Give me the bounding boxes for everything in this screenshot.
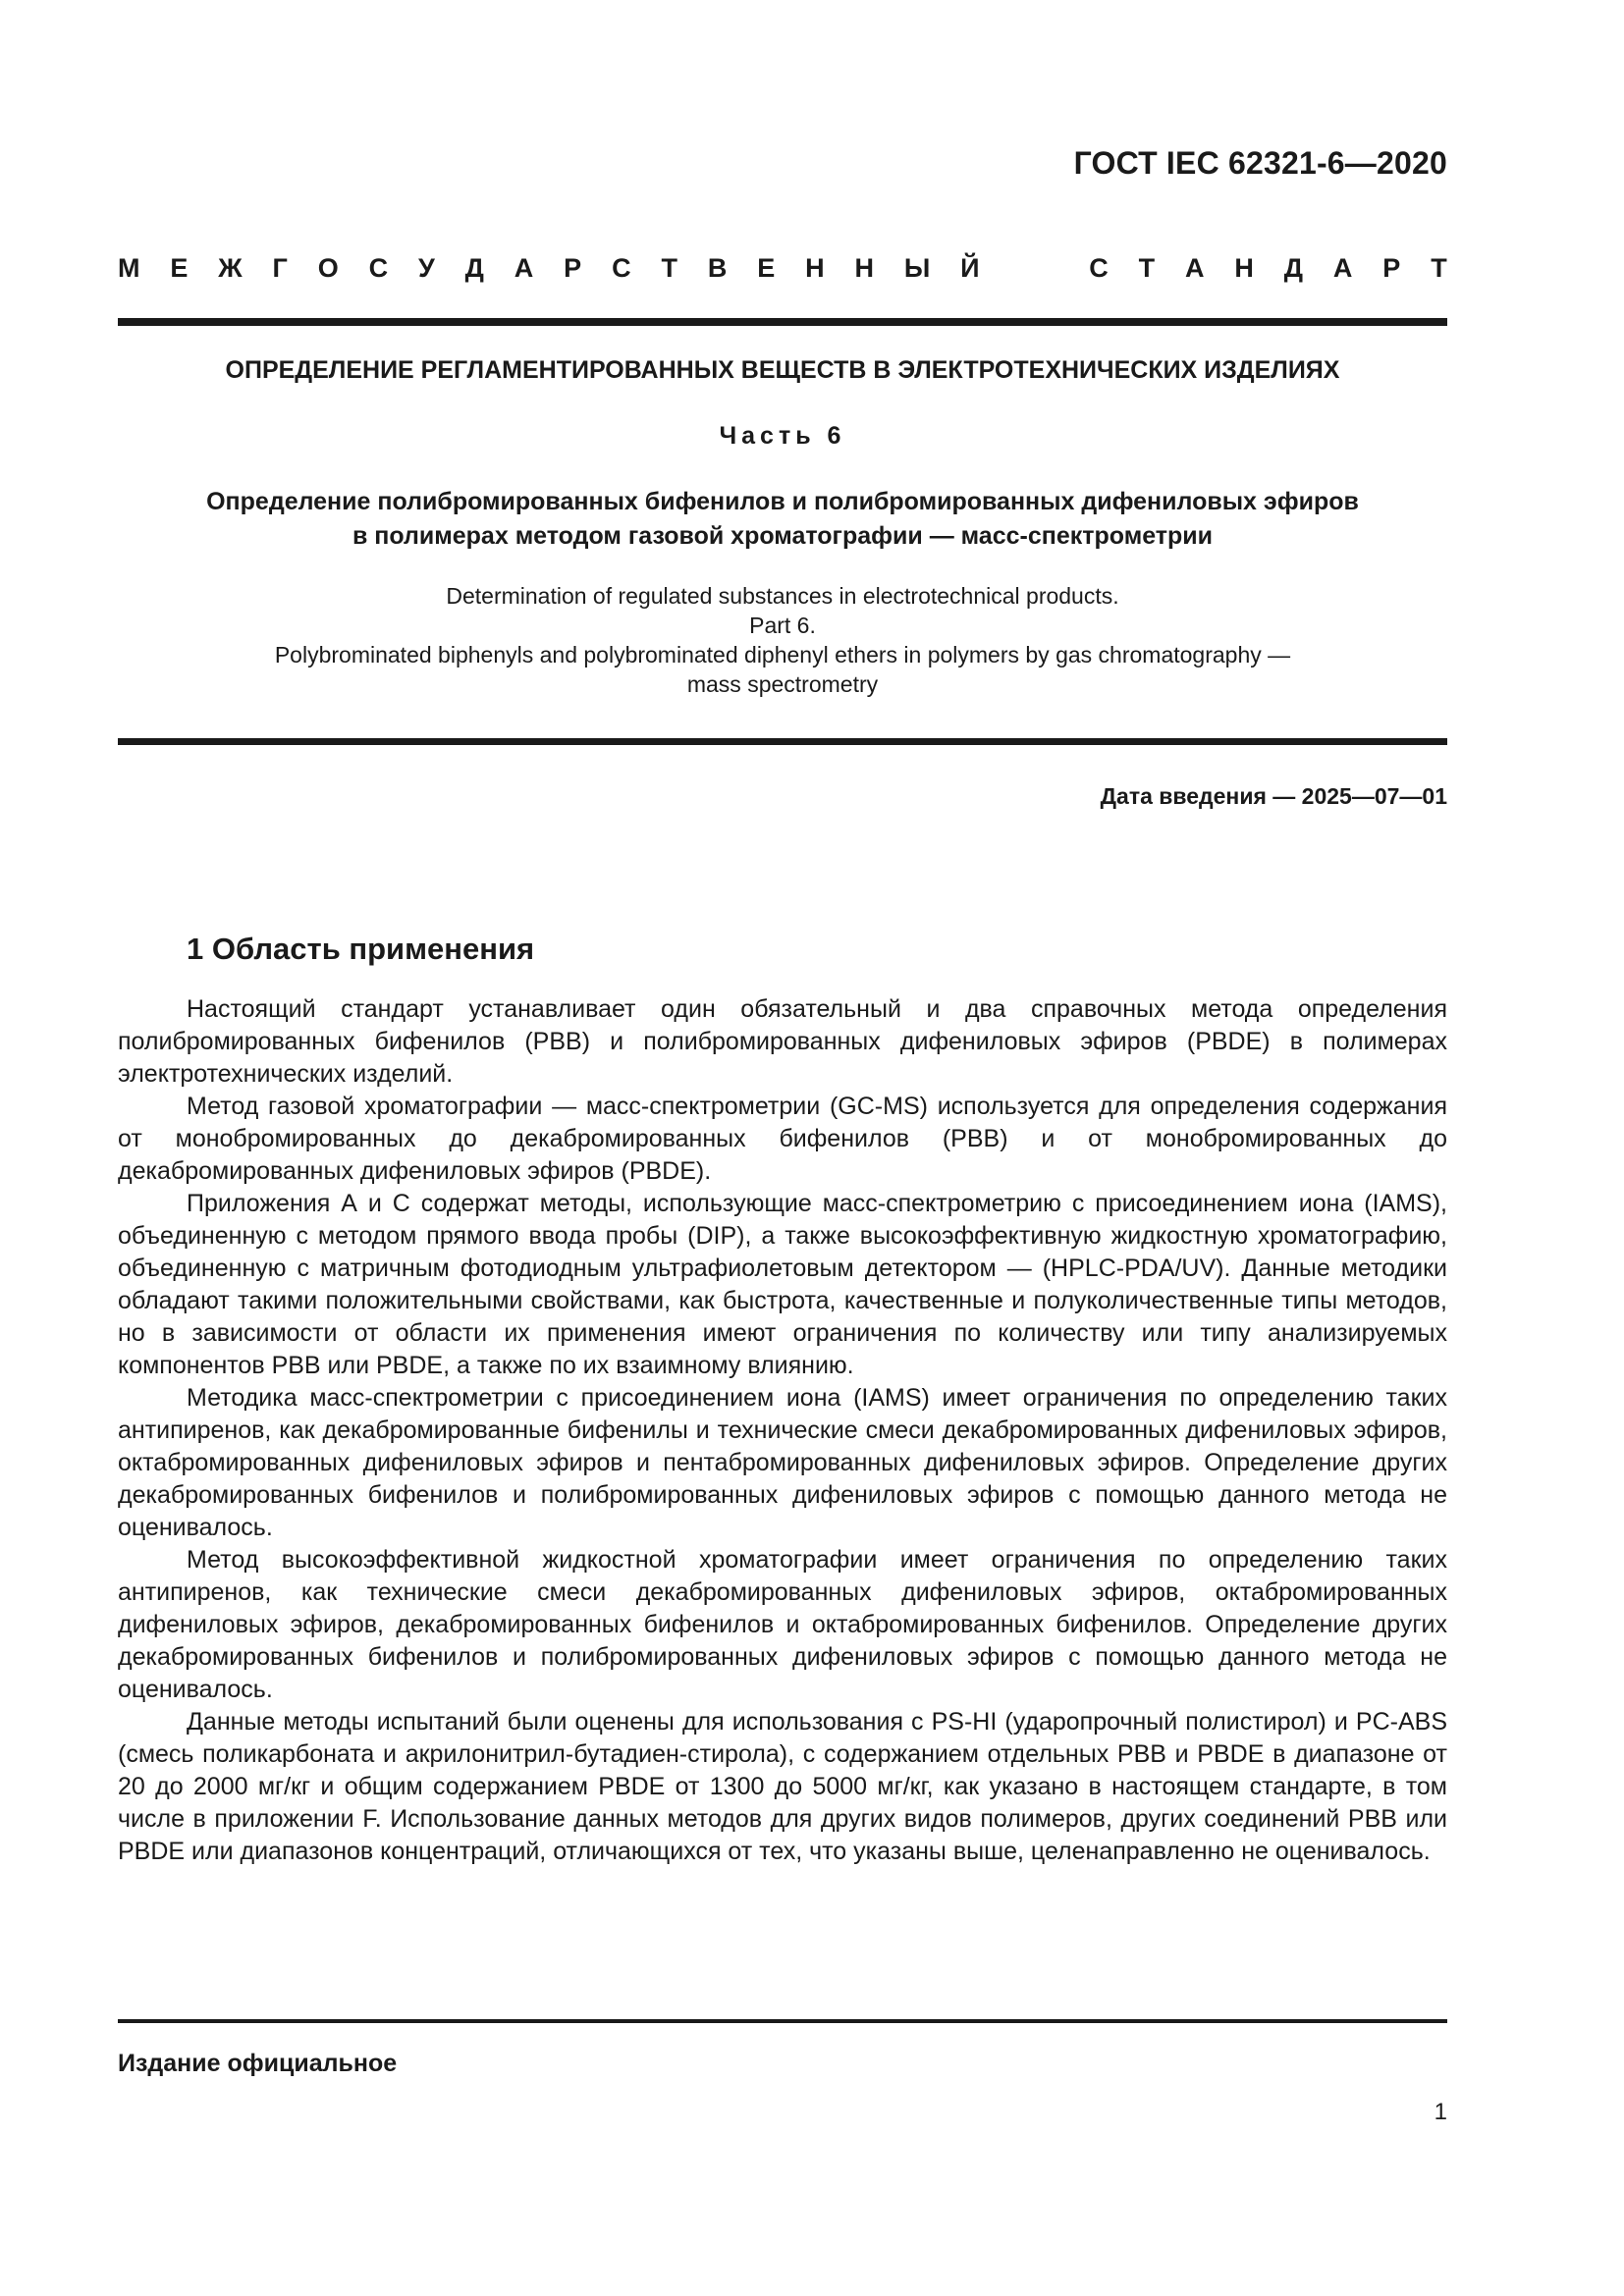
- section-body: [118, 993, 1447, 1868]
- letter: Ж: [218, 253, 243, 283]
- footer-divider: [118, 2019, 1447, 2023]
- title-divider: [118, 738, 1447, 745]
- english-title: [118, 581, 1447, 699]
- paragraph: Приложения А и С содержат методы, использующие масс-спектрометрию с присоединением иона (IAMS), объединенную с методом прямого ввода пробы (DIP), а также высокоэффективную жидкостную хроматографию, объединенную с матричным фотодиодным ультрафиолетовым детектором — (HPLC-PDA/UV). Данные методики обладают такими положительными свойствами, как быстрота, качественные и полуколичественные типы методов, но в зависимости от области их применения имеют ограничения по количеству или типу анализируемых компонентов PBB или PBDE, а также по их взаимному влиянию.: [118, 1190, 1447, 1379]
- letter: С: [612, 253, 631, 283]
- section-heading: 1 Область применения: [187, 932, 535, 966]
- letter: С: [1089, 253, 1109, 283]
- paragraph: Настоящий стандарт устанавливает один обязательный и два справочных метода определения полибромированных бифенилов (PBB) и полибромированных дифениловых эфиров (PBDE) в полимерах электротехнических изделий.: [118, 995, 1447, 1088]
- letter: Т: [1431, 253, 1447, 283]
- letter: Н: [854, 253, 874, 283]
- letter: Й: [960, 253, 980, 283]
- official-edition-label: Издание официальное: [118, 2050, 398, 2077]
- main-title: ОПРЕДЕЛЕНИЕ РЕГЛАМЕНТИРОВАННЫХ ВЕЩЕСТВ В ЭЛЕКТРОТЕХНИЧЕСКИХ ИЗДЕЛИЯХ: [225, 356, 1340, 384]
- letter: М: [118, 253, 140, 283]
- letter: Е: [170, 253, 189, 283]
- paragraph: Метод высокоэффективной жидкостной хроматографии имеет ограничения по определению таких антипиренов, как технические смеси декабромированных дифениловых эфиров, октабромированных дифениловых эфиров, декабромированных бифенилов и октабромированных бифенилов. Определение других декабромированных бифенилов и полибромированных дифениловых эфиров с помощью данного метода не оценивалось.: [118, 1546, 1447, 1703]
- letter: Д: [464, 253, 484, 283]
- english-title-line: Polybrominated biphenyls and polybrominated diphenyl ethers in polymers by gas chromatography —: [274, 642, 1291, 667]
- letter: Ы: [903, 253, 931, 283]
- subtitle: [118, 485, 1447, 554]
- paragraph: Данные методы испытаний были оценены для использования с PS-HI (ударопрочный полистирол) и PC-ABS (смесь поликарбоната и акрилонитрил-бутадиен-стирола), с содержанием отдельных PBB и PBDE в диапазоне от 20 до 2000 мг/кг и общим содержанием PBDE от 1300 до 5000 мг/кг, как указано в настоящем стандарте, в том числе в приложении F. Использование данных методов для других видов полимеров, других соединений PBB или PBDE или диапазонов концентраций, отличающихся от тех, что указаны выше, целенаправленно не оценивалось.: [118, 1708, 1447, 1865]
- letter: А: [514, 253, 534, 283]
- letter: Е: [757, 253, 776, 283]
- letter: А: [1185, 253, 1205, 283]
- letter: В: [707, 253, 728, 283]
- letter: О: [317, 253, 339, 283]
- introduction-date: Дата введения — 2025—07—01: [1100, 783, 1447, 809]
- letter: Р: [564, 253, 582, 283]
- word-gap: [1009, 253, 1058, 284]
- subtitle-line: в полимерах методом газовой хроматографии — масс-спектрометрии: [352, 522, 1214, 550]
- top-divider: [118, 318, 1447, 326]
- standard-number: ГОСТ IEC 62321-6—2020: [1073, 145, 1447, 181]
- subtitle-line: Определение полибромированных бифенилов и полибромированных дифениловых эфиров: [206, 488, 1359, 515]
- letter: У: [418, 253, 435, 283]
- document-page: [118, 0, 1447, 2296]
- letter: Р: [1382, 253, 1401, 283]
- page-number: 1: [1434, 2099, 1447, 2125]
- paragraph: Метод газовой хроматографии — масс-спектрометрии (GC-MS) используется для определения содержания от монобромированных до декабромированных бифенилов (PBB) и от монобромированных до декабромированных дифениловых эфиров (PBDE).: [118, 1093, 1447, 1185]
- letter: Д: [1283, 253, 1304, 283]
- english-title-line: Determination of regulated substances in electrotechnical products.: [446, 583, 1119, 609]
- letter: С: [368, 253, 389, 283]
- letter: А: [1332, 253, 1353, 283]
- letter: Т: [661, 253, 677, 283]
- letter: Г: [272, 253, 288, 283]
- paragraph: Методика масс-спектрометрии с присоединением иона (IAMS) имеет ограничения по определению таких антипиренов, как декабромированные бифенилы и технические смеси декабромированных дифениловых эфиров, октабромированных дифениловых эфиров и пентабромированных дифениловых эфиров. Определение других декабромированных бифенилов и полибромированных дифениловых эфиров с помощью данного метода не оценивалось.: [118, 1384, 1447, 1541]
- letter: Н: [1234, 253, 1254, 283]
- standard-type-spaced: [118, 253, 1447, 284]
- english-title-line: Part 6.: [749, 613, 816, 638]
- english-title-line: mass spectrometry: [686, 671, 879, 697]
- letter: Н: [805, 253, 825, 283]
- letter: Т: [1138, 253, 1156, 283]
- part-label: Часть 6: [719, 422, 846, 450]
